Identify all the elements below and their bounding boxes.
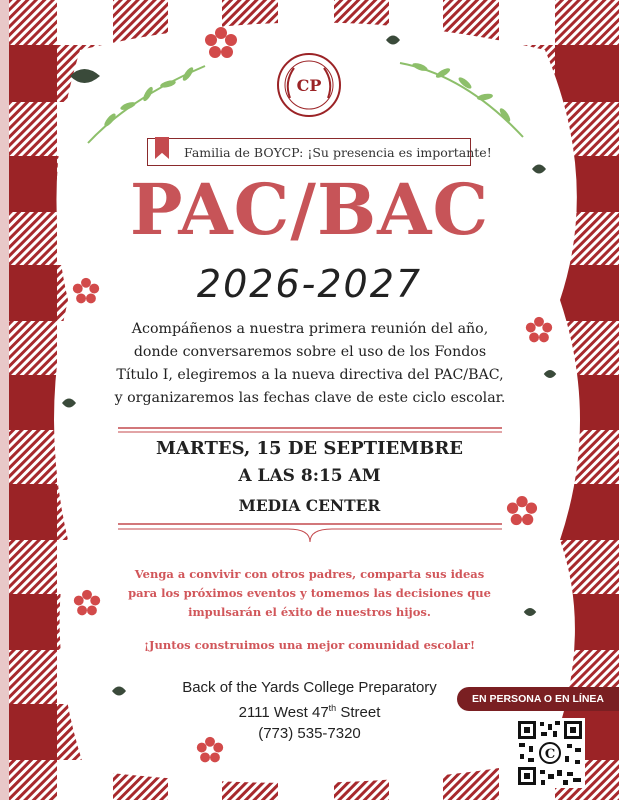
school-info	[150, 677, 469, 744]
event-date: MARTES, 15 DE SEPTIEMBRE	[155, 438, 464, 459]
crest-letters: CP	[296, 76, 322, 95]
tagline-box	[147, 138, 492, 166]
top-divider	[118, 426, 502, 434]
school-name: Back of the Yards College Preparatory	[182, 679, 437, 696]
invite-text	[110, 565, 509, 622]
invite-line: impulsarán el éxito de nuestros hijos.	[188, 605, 431, 619]
invite-line: Venga a convivir con otros padres, comparta sus ideas	[134, 567, 485, 581]
description-line: donde conversaremos sobre el uso de los Fondos	[133, 344, 487, 360]
slogan: ¡Juntos construimos una mejor comunidad escolar!	[143, 638, 475, 652]
school-phone: (773) 535-7320	[258, 725, 361, 742]
school-address: 2111 West 47th Street	[238, 703, 381, 721]
school-crest-icon	[276, 52, 342, 118]
leaf-icon	[522, 604, 538, 620]
svg-text:C: C	[544, 747, 556, 762]
leaf-icon	[60, 394, 78, 412]
description-line: y organizaremos las fechas clave de este ciclo escolar.	[114, 390, 506, 406]
qr-code-icon[interactable]	[515, 718, 585, 788]
bottom-divider	[118, 520, 502, 544]
leaf-icon	[542, 366, 558, 382]
flower-icon	[73, 589, 101, 617]
school-year: 2026-2027	[196, 262, 423, 306]
description	[85, 318, 535, 410]
leaf-icon	[384, 31, 402, 49]
description-line: Acompáñenos a nuestra primera reunión del año,	[131, 321, 489, 337]
page-title: PAC/BAC	[129, 168, 490, 251]
attendance-badge: EN PERSONA O EN LÍNEA	[457, 687, 619, 711]
bookmark-ribbon-icon	[155, 137, 169, 159]
event-place: MEDIA CENTER	[238, 496, 381, 515]
leaf-icon	[110, 682, 128, 700]
invite-line: para los próximos eventos y tomemos las decisiones que	[128, 586, 491, 600]
event-time: A LAS 8:15 AM	[238, 466, 381, 486]
tagline: Familia de BOYCP: ¡Su presencia es importante!	[184, 145, 492, 160]
flower-icon	[204, 26, 238, 60]
leaf-branch-icon	[395, 55, 530, 145]
description-line: Título I, elegiremos a la nueva directiva del PAC/BAC,	[116, 367, 504, 383]
leaf-branch-icon	[70, 58, 210, 148]
